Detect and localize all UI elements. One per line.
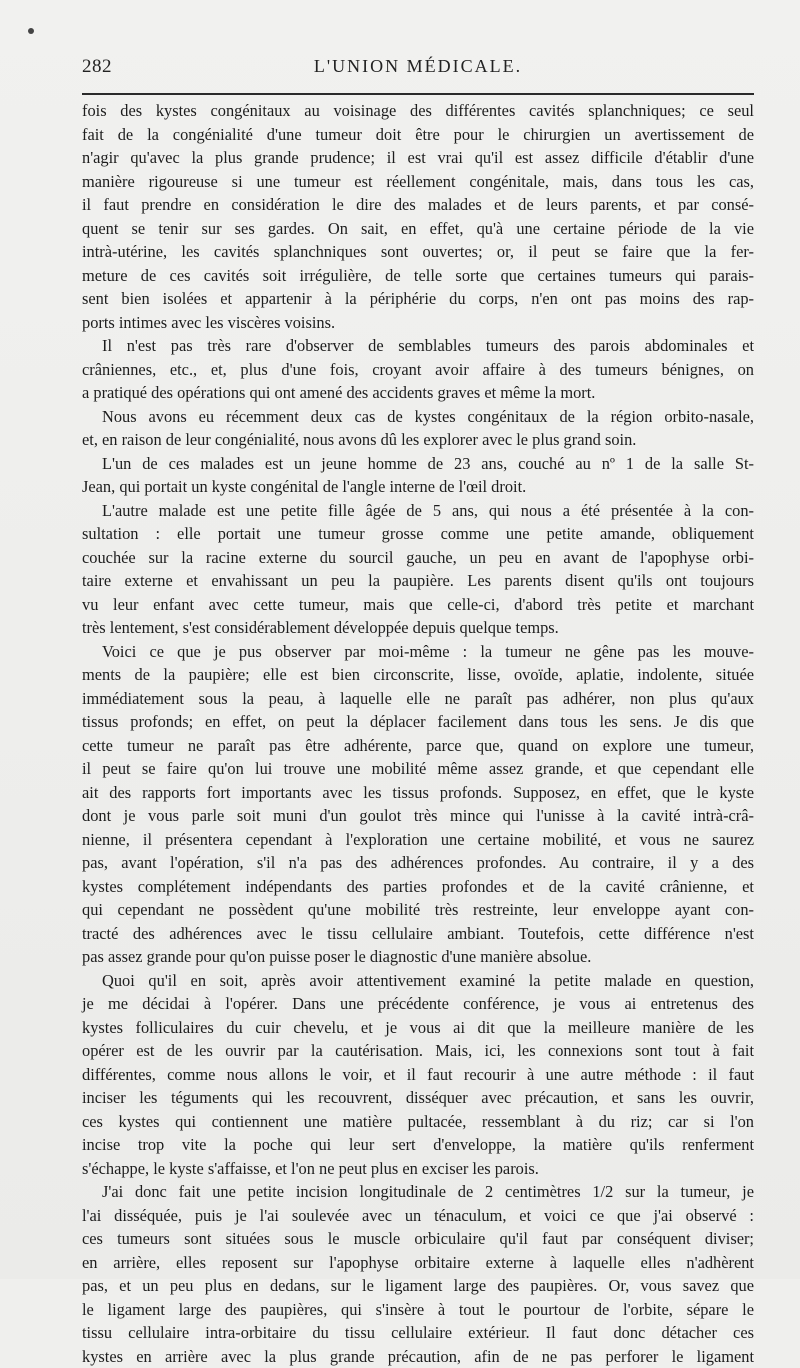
text-line: inciser les téguments qui les recouvrent, disséquer avec précaution, et sans les ouvrir, [82, 1086, 754, 1110]
text-line: taire externe et envahissant un peu la paupière. Les parents disent qu'ils ont toujours [82, 569, 754, 593]
text-line: crâniennes, etc., et, plus d'une fois, croyant avoir affaire à des tumeurs bénignes, on [82, 358, 754, 382]
text-line: immédiatement sous la peau, à laquelle elle ne paraît pas adhérer, non plus qu'aux [82, 687, 754, 711]
text-line: opérer est de les ouvrir par la cautérisation. Mais, ici, les connexions sont tout à fait [82, 1039, 754, 1063]
text-line: intrà-utérine, les cavités splanchniques sont ouvertes; or, il peut se faire que la fer- [82, 240, 754, 264]
header-rule [82, 93, 754, 95]
text-line: qui cependant ne possèdent qu'une mobilité très restreinte, leur enveloppe ayant con- [82, 898, 754, 922]
text-line: différentes, comme nous allons le voir, et il faut recourir à une autre méthode : il faut [82, 1063, 754, 1087]
text-line: Nous avons eu récemment deux cas de kystes congénitaux de la région orbito-nasale, [82, 405, 754, 429]
text-line: nienne, il présentera cependant à l'exploration une certaine mobilité, et vous ne saurez [82, 828, 754, 852]
text-line: ments de la paupière; elle est bien circonscrite, lisse, ovoïde, aplatie, indolente, située [82, 663, 754, 687]
running-head: L'UNION MÉDICALE. [82, 56, 754, 77]
text-line: en arrière, elles reposent sur l'apophyse orbitaire externe à laquelle elles n'adhèrent [82, 1251, 754, 1275]
text-line: pas, avant l'opération, s'il n'a pas des adhérences profondes. Au contraire, il y a des [82, 851, 754, 875]
text-line: tissu cellulaire intra-orbitaire du tissu cellulaire extérieur. Il faut donc détacher ces [82, 1321, 754, 1345]
text-line: tracté des adhérences avec le tissu cellulaire ambiant. Toutefois, cette différence n'est [82, 922, 754, 946]
text-line: très lentement, s'est considérablement développée depuis quelque temps. [82, 616, 754, 640]
text-line: Il n'est pas très rare d'observer de semblables tumeurs des parois abdominales et [82, 334, 754, 358]
text-line: l'ai disséquée, puis je l'ai soulevée avec un ténaculum, et voici ce que j'ai observé : [82, 1204, 754, 1228]
text-line: ports intimes avec les viscères voisins. [82, 311, 754, 335]
text-line: et, en raison de leur congénialité, nous avons dû les explorer avec le plus grand soin. [82, 428, 754, 452]
text-line: ces tumeurs sont situées sous le muscle orbiculaire qu'il faut par conséquent diviser; [82, 1227, 754, 1251]
text-line: pas assez grande pour qu'on puisse poser le diagnostic d'une manière absolue. [82, 945, 754, 969]
text-line: Voici ce que je pus observer par moi-même : la tumeur ne gêne pas les mouve- [82, 640, 754, 664]
text-line: manière rigoureuse si une tumeur est réellement congénitale, mais, dans tous les cas, [82, 170, 754, 194]
text-line: fait de la congénialité d'une tumeur doit être pour le chirurgien un avertissement de [82, 123, 754, 147]
page-number: 282 [82, 56, 112, 78]
text-line: quent se tenir sur ses gardes. On sait, en effet, qu'à une certaine période de la vie [82, 217, 754, 241]
text-line: sultation : elle portait une tumeur grosse comme une petite amande, obliquement [82, 522, 754, 546]
text-line: L'autre malade est une petite fille âgée de 5 ans, qui nous a été présentée à la con- [82, 499, 754, 523]
text-line: il faut prendre en considération le dire des malades et de leurs parents, et par consé- [82, 193, 754, 217]
text-line: meture de ces cavités soit irrégulière, de telle sorte que certaines tumeurs qui parais- [82, 264, 754, 288]
text-line: Quoi qu'il en soit, après avoir attentivement examiné la petite malade en question, [82, 969, 754, 993]
text-line: dont je vous parle soit muni d'un goulot très mince qui l'unisse à la cavité intrà-crâ- [82, 804, 754, 828]
text-line: J'ai donc fait une petite incision longitudinale de 2 centimètres 1/2 sur la tumeur, je [82, 1180, 754, 1204]
body-text [82, 99, 754, 1269]
text-line: a pratiqué des opérations qui ont amené des accidents graves et même la mort. [82, 381, 754, 405]
text-line: vu leur enfant avec cette tumeur, mais que celle-ci, d'abord très petite et marchant [82, 593, 754, 617]
text-line: kystes folliculaires du cuir chevelu, et je vous ai dit que la meilleure manière de les [82, 1016, 754, 1040]
text-line: sent bien isolées et appartenir à la périphérie du corps, n'en ont pas moins des rap- [82, 287, 754, 311]
text-line: n'agir qu'avec la plus grande prudence; il est vrai qu'il est assez difficile d'établir d'une [82, 146, 754, 170]
text-line: Jean, qui portait un kyste congénital de l'angle interne de l'œil droit. [82, 475, 754, 499]
text-line: le ligament large des paupières, qui s'insère à tout le pourtour de l'orbite, sépare le [82, 1298, 754, 1322]
text-line: s'échappe, le kyste s'affaisse, et l'on ne peut plus en exciser les parois. [82, 1157, 754, 1181]
text-line: couchée sur la racine externe du sourcil gauche, un peu en avant de l'apophyse orbi- [82, 546, 754, 570]
text-line: ces kystes qui contiennent une matière pultacée, ressemblant à du riz; car si l'on [82, 1110, 754, 1134]
text-line: kystes complétement indépendants des parties profondes et de la cavité crânienne, et [82, 875, 754, 899]
text-line: ait des rapports fort importants avec les tissus profonds. Supposez, en effet, que le kyste [82, 781, 754, 805]
text-line: je me décidai à l'opérer. Dans une précédente conférence, je vous ai entretenus des [82, 992, 754, 1016]
text-line: cette tumeur ne paraît pas être adhérente, parce que, quand on explore une tumeur, [82, 734, 754, 758]
text-line: incise trop vite la poche qui leur sert d'enveloppe, la matière qu'ils renferment [82, 1133, 754, 1157]
ink-dot [28, 28, 34, 34]
text-line: il peut se faire qu'on lui trouve une mobilité même assez grande, et que cependant elle [82, 757, 754, 781]
page-header [82, 56, 754, 86]
text-line: pas, et un peu plus en dedans, sur le ligament large des paupières. Or, vous savez que [82, 1274, 754, 1298]
text-line: fois des kystes congénitaux au voisinage des différentes cavités splanchniques; ce seul [82, 99, 754, 123]
text-line: kystes en arrière avec la plus grande précaution, afin de ne pas perforer le ligament [82, 1345, 754, 1368]
text-line: tissus profonds; en effet, on peut la déplacer facilement dans tous les sens. Je dis que [82, 710, 754, 734]
text-line: L'un de ces malades est un jeune homme de 23 ans, couché au nº 1 de la salle St- [82, 452, 754, 476]
